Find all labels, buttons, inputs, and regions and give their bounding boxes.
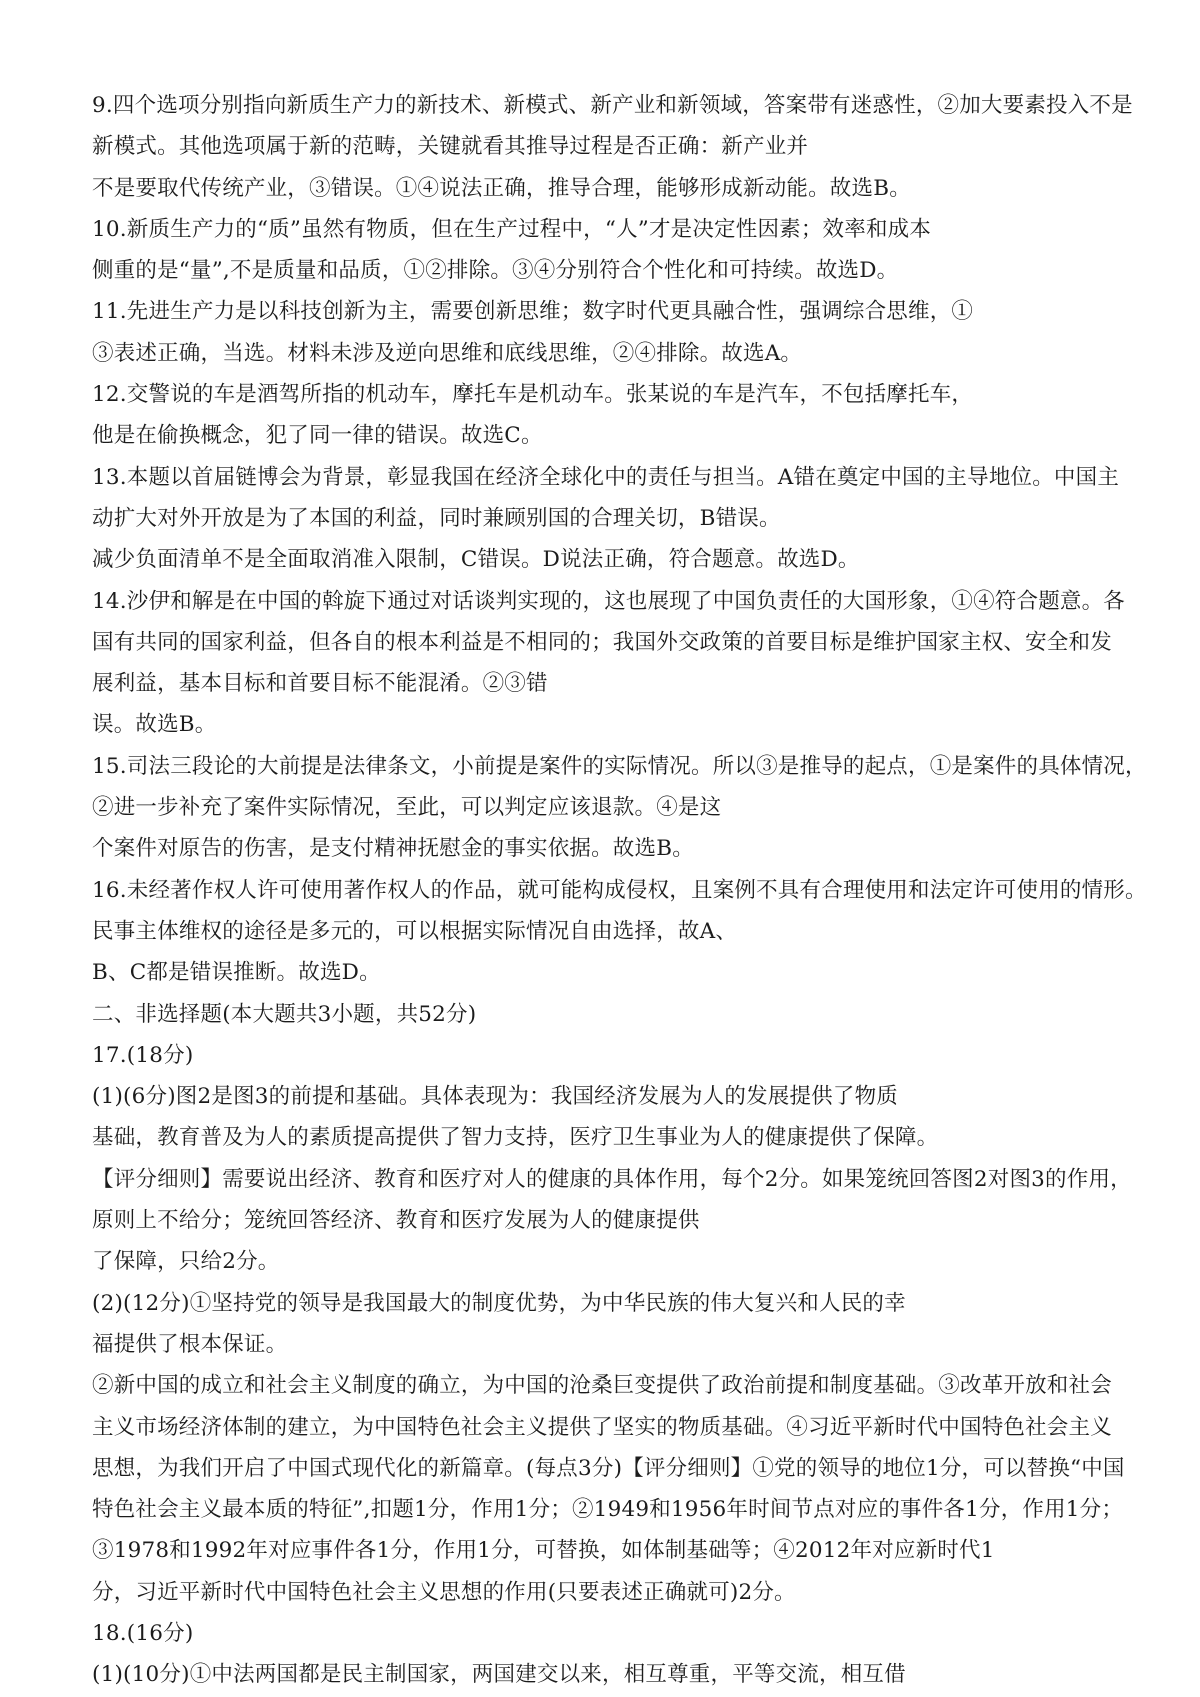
q15-explanation-line-2: ②进一步补充了案件实际情况，至此，可以判定应该退款。④是这 xyxy=(92,795,722,821)
q14-explanation-line-2: 国有共同的国家利益，但各自的根本利益是不相同的；我国外交政策的首要目标是维护国家主权、安全和发 xyxy=(92,629,1112,655)
q9-explanation-line-2: 新模式。其他选项属于新的范畴，关键就看其推导过程是否正确：新产业并 xyxy=(92,134,809,160)
q13-explanation-line-3: 减少负面清单不是全面取消准入限制，C错误。D说法正确，符合题意。故选D。 xyxy=(92,547,860,573)
q17-part2-line-5: 思想，为我们开启了中国式现代化的新篇章。(每点3分)【评分细则】①党的领导的地位1分，可以替换“中国 xyxy=(92,1455,1125,1481)
q17-part2-rubric-line-2: ③1978和1992年对应事件各1分，作用1分，可替换，如体制基础等；④2012年对应新时代1 xyxy=(92,1538,995,1564)
q17-part1-rubric-line-2: 原则上不给分；笼统回答经济、教育和医疗发展为人的健康提供 xyxy=(92,1208,700,1234)
q14-explanation-line-1: 14.沙伊和解是在中国的斡旋下通过对话谈判实现的，这也展现了中国负责任的大国形象，①④符合题意。各 xyxy=(92,588,1125,614)
q17-part2-rubric-line-1: 特色社会主义最本质的特征”,扣题1分，作用1分；②1949和1956年时间节点对应的事件各1分，作用1分； xyxy=(92,1497,1124,1523)
q11-explanation-line-1: 11.先进生产力是以科技创新为主，需要创新思维；数字时代更具融合性，强调综合思维，① xyxy=(92,299,974,325)
q9-explanation-line-3: 不是要取代传统产业，③错误。①④说法正确，推导合理，能够形成新动能。故选B。 xyxy=(92,175,911,201)
answer-text-block xyxy=(92,85,1147,1696)
q17-part1-line-2: 基础，教育普及为人的素质提高提供了智力支持，医疗卫生事业为人的健康提供了保障。 xyxy=(92,1125,939,1151)
q17-part2-line-2: 福提供了根本保证。 xyxy=(92,1331,288,1357)
q16-explanation-line-1: 16.未经著作权人许可使用著作权人的作品，就可能构成侵权，且案例不具有合理使用和法定许可使用的情形。 xyxy=(92,877,1147,903)
q17-part1-rubric-line-1: 【评分细则】需要说出经济、教育和医疗对人的健康的具体作用，每个2分。如果笼统回答图2对图3的作用， xyxy=(92,1166,1132,1192)
q17-part2-line-3: ②新中国的成立和社会主义制度的确立，为中国的沧桑巨变提供了政治前提和制度基础。③改革开放和社会 xyxy=(92,1373,1112,1399)
q13-explanation-line-1: 13.本题以首届链博会为背景，彰显我国在经济全球化中的责任与担当。A错在奠定中国的主导地位。中国主 xyxy=(92,464,1120,490)
q17-part1-line-1: (1)(6分)图2是图3的前提和基础。具体表现为：我国经济发展为人的发展提供了物质 xyxy=(92,1084,898,1110)
q14-explanation-line-4: 误。故选B。 xyxy=(92,712,217,738)
q18-part1-line-1: (1)(10分)①中法两国都是民主制国家，两国建交以来，相互尊重，平等交流，相互借 xyxy=(92,1662,906,1688)
q16-explanation-line-3: B、C都是错误推断。故选D。 xyxy=(92,960,381,986)
q17-part1-rubric-line-3: 了保障，只给2分。 xyxy=(92,1249,280,1275)
q15-explanation-line-3: 个案件对原告的伤害，是支付精神抚慰金的事实依据。故选B。 xyxy=(92,836,694,862)
q10-explanation-line-1: 10.新质生产力的“质”虽然有物质，但在生产过程中，“人”才是决定性因素；效率和成本 xyxy=(92,216,932,242)
q11-explanation-line-2: ③表述正确，当选。材料未涉及逆向思维和底线思维，②④排除。故选A。 xyxy=(92,340,803,366)
q13-explanation-line-2: 动扩大对外开放是为了本国的利益，同时兼顾别国的合理关切，B错误。 xyxy=(92,505,781,531)
q18-heading: 18.(16分) xyxy=(92,1620,194,1646)
section-2-heading: 二、非选择题(本大题共3小题，共52分) xyxy=(92,1001,477,1027)
q12-explanation-line-1: 12.交警说的车是酒驾所指的机动车，摩托车是机动车。张某说的车是汽车，不包括摩托车， xyxy=(92,382,974,408)
q10-explanation-line-2: 侧重的是“量”,不是质量和品质，①②排除。③④分别符合个性化和可持续。故选D。 xyxy=(92,258,899,284)
q17-part2-line-1: (2)(12分)①坚持党的领导是我国最大的制度优势，为中华民族的伟大复兴和人民的幸 xyxy=(92,1290,906,1316)
q15-explanation-line-1: 15.司法三段论的大前提是法律条文，小前提是案件的实际情况。所以③是推导的起点，①是案件的具体情况， xyxy=(92,753,1147,779)
q16-explanation-line-2: 民事主体维权的途径是多元的，可以根据实际情况自由选择，故A、 xyxy=(92,918,738,944)
q17-part2-line-4: 主义市场经济体制的建立，为中国特色社会主义提供了坚实的物质基础。④习近平新时代中国特色社会主义 xyxy=(92,1414,1112,1440)
q14-explanation-line-3: 展利益，基本目标和首要目标不能混淆。②③错 xyxy=(92,671,548,697)
q12-explanation-line-2: 他是在偷换概念，犯了同一律的错误。故选C。 xyxy=(92,423,543,449)
q17-part2-rubric-line-3: 分，习近平新时代中国特色社会主义思想的作用(只要表述正确就可)2分。 xyxy=(92,1579,796,1605)
q17-heading: 17.(18分) xyxy=(92,1042,194,1068)
q9-explanation-line-1: 9.四个选项分别指向新质生产力的新技术、新模式、新产业和新领域，答案带有迷惑性，②加大要素投入不是 xyxy=(92,93,1133,118)
